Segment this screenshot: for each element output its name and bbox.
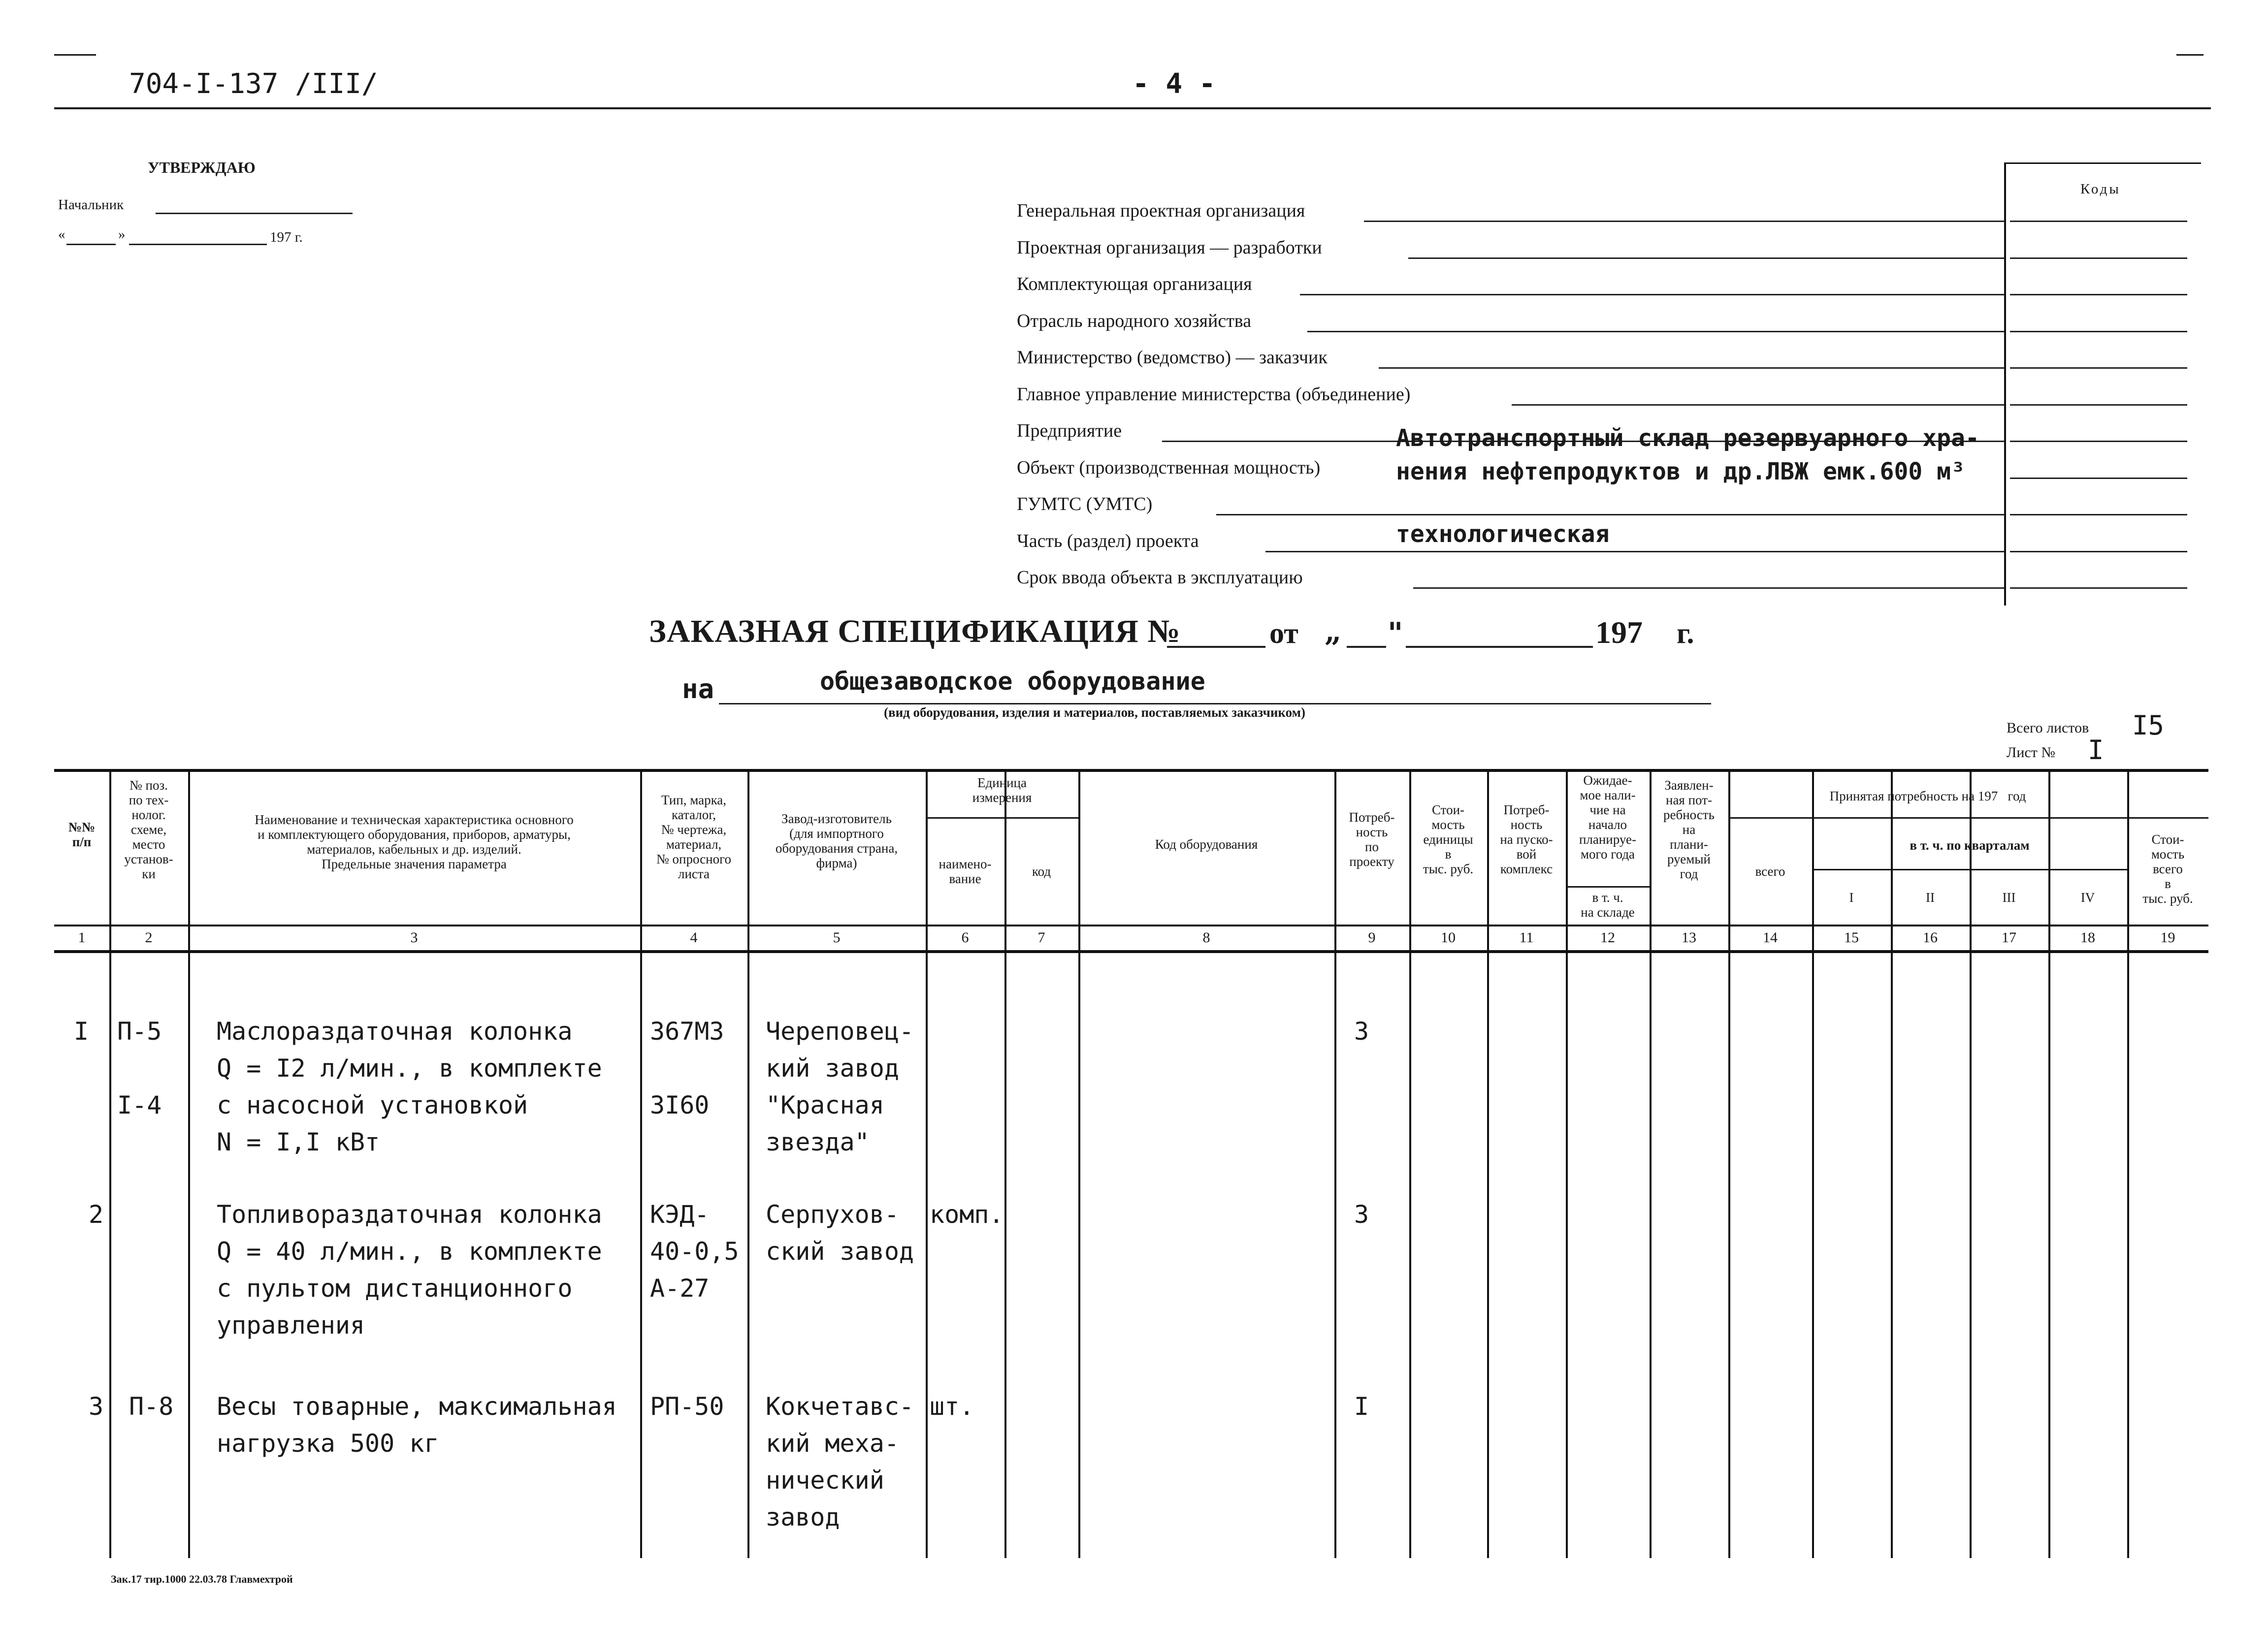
table-cell-maker: Череповец- кий завод "Красная звезда"	[766, 1017, 914, 1156]
unit-header-rule	[926, 817, 1078, 819]
code-cell-line	[2010, 294, 2187, 295]
column-header: № поз. по тех- нолог. схеме, место установ- ки	[124, 778, 173, 881]
approval-year: 197 г.	[270, 229, 303, 245]
field-label: Генеральная проектная организация	[1017, 200, 1305, 221]
column-rule	[1334, 769, 1336, 1558]
column-header: Потреб- ность по проекту	[1349, 810, 1395, 869]
column-header: Единица измерения	[972, 775, 1032, 805]
chief-label: Начальник	[58, 197, 124, 213]
header-bottom-rule	[54, 925, 2208, 926]
column-number: 14	[1763, 929, 1778, 946]
column-rule	[2048, 769, 2050, 1558]
approval-title: УТВЕРЖДАЮ	[148, 159, 256, 176]
sheet-number-value: I	[2088, 734, 2104, 766]
spec-title: ЗАКАЗНАЯ СПЕЦИФИКАЦИЯ №	[649, 613, 1181, 649]
field-label: Министерство (ведомство) — заказчик	[1017, 347, 1328, 368]
field-label: Главное управление министерства (объединение)	[1017, 383, 1411, 405]
column-rule	[1812, 769, 1814, 1558]
field-label: Срок ввода объекта в эксплуатацию	[1017, 567, 1303, 588]
column-rule	[640, 769, 642, 1558]
table-cell-unit: комп.	[930, 1200, 1004, 1229]
column-rule	[1078, 769, 1080, 1558]
field-label: Проектная организация — разработки	[1017, 237, 1322, 258]
column-header: Код оборудования	[1155, 837, 1258, 852]
table-cell-need: I	[1354, 1392, 1369, 1421]
field-line	[1364, 221, 2004, 222]
field-line	[1216, 514, 2004, 515]
table-cell-maker: Кокчетавс- кий меха- нический завод	[766, 1392, 914, 1532]
table-cell-name: Топливораздаточная колонка Q = 40 л/мин., в комплекте с пультом дистанционного управления	[217, 1200, 602, 1340]
column-number: 5	[833, 929, 841, 946]
table-cell-n: 2	[89, 1200, 104, 1229]
column-header: Стои- мость единицы в тыс. руб.	[1423, 802, 1474, 876]
field-label: Отрасль народного хозяйства	[1017, 310, 1252, 331]
column-number: 9	[1368, 929, 1376, 946]
spec-year: 197	[1595, 615, 1643, 650]
code-cell-line	[2010, 257, 2187, 259]
column-number: 12	[1600, 929, 1615, 946]
page-number: - 4 -	[1133, 68, 1216, 100]
column-rule	[1487, 769, 1489, 1558]
column-number: 2	[145, 929, 153, 946]
field-line	[1265, 551, 2004, 552]
field-line	[1408, 257, 2004, 259]
column-number: 1	[78, 929, 86, 946]
column-header: Ожидае- мое нали- чие на начало планируе- мого года	[1579, 773, 1637, 862]
code-cell-line	[2010, 478, 2187, 479]
table-cell-type: 367М3 3I60	[650, 1017, 724, 1119]
field-label: Объект (производственная мощность)	[1017, 457, 1321, 478]
table-cell-type: РП-50	[650, 1392, 724, 1421]
table-cell-pos: П-8	[129, 1392, 174, 1421]
corner-mark-right	[2176, 54, 2203, 56]
column-numbers-rule	[54, 950, 2208, 953]
column-header: код	[1032, 864, 1051, 879]
field-label: Часть (раздел) проекта	[1017, 530, 1199, 551]
field-line	[1379, 367, 2004, 369]
table-cell-n: I	[74, 1017, 89, 1046]
column-header: Тип, марка, каталог, № чертежа, материал, № опросного листа	[656, 793, 731, 881]
column-number: 6	[961, 929, 969, 946]
table-cell-unit: шт.	[930, 1392, 974, 1421]
spec-on-value: общезаводское оборудование	[820, 667, 1205, 696]
table-top-rule	[54, 769, 2208, 772]
column-header: Заявлен- ная пот- ребность на плани- руемый год	[1663, 778, 1715, 881]
column-rule	[926, 769, 928, 1558]
code-cell-line	[2010, 551, 2187, 552]
table-cell-maker: Серпухов- ский завод	[766, 1200, 914, 1266]
code-cell-line	[2010, 367, 2187, 369]
column-header: Завод-изготовитель (для импортного оборудования страна, фирма)	[775, 811, 898, 870]
column-number: 10	[1441, 929, 1456, 946]
spec-on-label: на	[682, 673, 714, 704]
column-number: 8	[1202, 929, 1210, 946]
column-header: I	[1849, 890, 1854, 905]
code-cell-line	[2010, 441, 2187, 442]
document-code: 704-I-137 /III/	[129, 68, 378, 100]
column-rule	[109, 769, 111, 1558]
field-line	[1307, 331, 2004, 332]
spec-on-caption: (вид оборудования, изделия и материалов, поставляемых заказчиком)	[884, 705, 1305, 720]
column-rule	[1409, 769, 1411, 1558]
sheet-number-label: Лист №	[2007, 744, 2055, 761]
column-rule	[1970, 769, 1972, 1558]
table-cell-name: Маслораздаточная колонка Q = I2 л/мин., в комплекте с насосной установкой N = I,I кВт	[217, 1017, 602, 1156]
quarters-group-rule	[1728, 817, 2208, 819]
field-line	[1512, 404, 2004, 406]
column-number: 3	[410, 929, 418, 946]
codes-box-left	[2004, 162, 2006, 606]
code-cell-line	[2010, 404, 2187, 406]
column-rule	[747, 769, 749, 1558]
column-rule	[1650, 769, 1652, 1558]
footer-print-note: Зак.17 тир.1000 22.03.78 Главмехтрой	[111, 1573, 293, 1585]
column-header: Потреб- ность на пуско- вой комплекс	[1500, 802, 1553, 876]
approval-month-line	[129, 244, 267, 245]
field-label: Предприятие	[1017, 420, 1122, 441]
field-line	[1300, 294, 2004, 295]
column-number: 7	[1037, 929, 1045, 946]
column-number: 16	[1923, 929, 1938, 946]
column-header: Принятая потребность на 197 год	[1829, 789, 2026, 803]
quarters-header-rule	[1812, 869, 2127, 870]
spec-month-line	[1406, 646, 1593, 648]
field-value: Автотранспортный склад резервуарного хра-	[1396, 424, 1979, 452]
column-header: Наименование и техническая характеристика основного и комплектующего оборудования, приборов, арматуры, материалов, кабельных и др. изделий. Предельные значения параметра	[255, 812, 574, 871]
table-cell-n: 3	[89, 1392, 104, 1421]
total-sheets-value: I5	[2132, 710, 2165, 741]
column-number: 4	[690, 929, 698, 946]
column-header: IV	[2080, 890, 2095, 905]
column-header: II	[1926, 890, 1935, 905]
column-number: 15	[1844, 929, 1859, 946]
column-header: III	[2002, 890, 2016, 905]
column-number: 18	[2080, 929, 2095, 946]
field-label: Комплектующая организация	[1017, 274, 1252, 294]
codes-box-top	[2004, 162, 2201, 164]
table-cell-need: 3	[1354, 1017, 1369, 1046]
spec-from-label: от	[1269, 617, 1298, 649]
warehouse-subheader-rule	[1566, 886, 1650, 888]
column-number: 17	[2002, 929, 2016, 946]
table-cell-need: 3	[1354, 1200, 1369, 1229]
corner-mark-left	[54, 54, 96, 56]
column-rule	[1004, 769, 1006, 1558]
spec-number-line	[1167, 646, 1265, 648]
column-header: всего	[1755, 864, 1785, 879]
column-header: в т. ч. на складе	[1581, 890, 1635, 920]
approval-day-line	[66, 244, 116, 245]
table-cell-name: Весы товарные, максимальная нагрузка 500 кг	[217, 1392, 617, 1458]
spec-on-line	[719, 703, 1711, 704]
field-value: нения нефтепродуктов и др.ЛВЖ емк.600 м³	[1396, 458, 1965, 485]
column-rule	[1728, 769, 1730, 1558]
table-cell-type: КЭД- 40-0,5 А-27	[650, 1200, 739, 1303]
code-cell-line	[2010, 331, 2187, 332]
field-value: технологическая	[1396, 520, 1610, 548]
column-rule	[1891, 769, 1893, 1558]
codes-title: Коды	[2080, 181, 2121, 197]
code-cell-line	[2010, 587, 2187, 589]
spec-year-suffix: г.	[1677, 617, 1694, 649]
column-header: наимено- вание	[939, 857, 992, 886]
code-cell-line	[2010, 514, 2187, 515]
column-header: Стои- мость всего в тыс. руб.	[2142, 832, 2193, 906]
column-rule	[188, 769, 190, 1558]
column-header: №№ п/п	[68, 820, 96, 849]
column-number: 11	[1519, 929, 1534, 946]
column-number: 19	[2160, 929, 2175, 946]
total-sheets-label: Всего листов	[2007, 720, 2089, 736]
spec-day-line	[1347, 646, 1386, 648]
column-header: в т. ч. по кварталам	[1910, 838, 2030, 853]
top-rule	[54, 107, 2211, 109]
table-cell-pos: П-5 I-4	[117, 1017, 162, 1119]
field-label: ГУМТС (УМТС)	[1017, 494, 1153, 514]
chief-signature-line	[156, 213, 353, 214]
code-cell-line	[2010, 221, 2187, 222]
column-number: 13	[1682, 929, 1696, 946]
field-line	[1413, 587, 2004, 589]
